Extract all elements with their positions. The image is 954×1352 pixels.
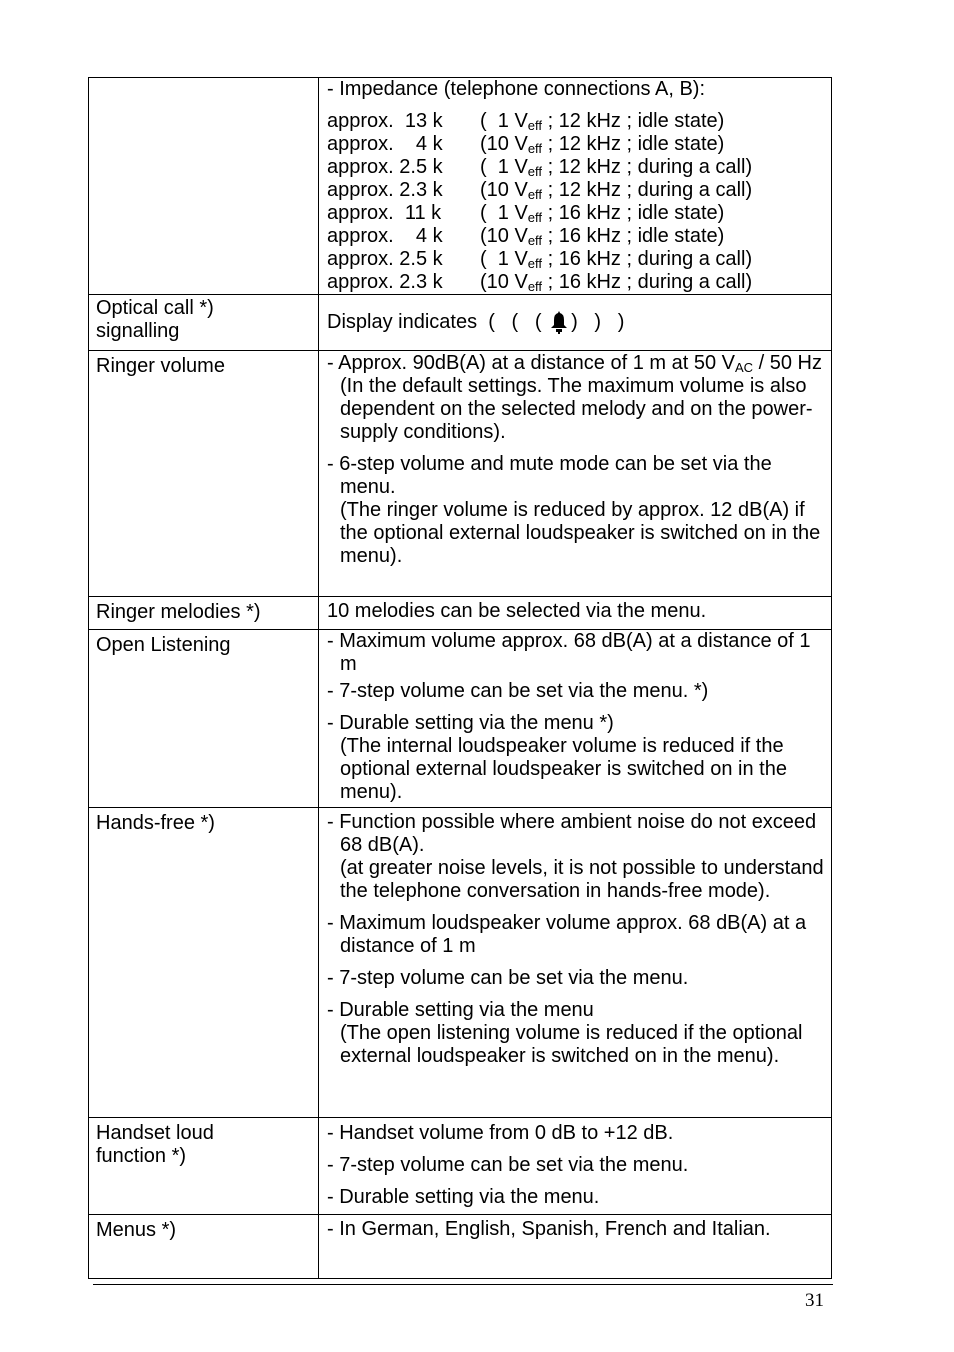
spec-table [88, 77, 832, 1279]
open-listening-value-cell [319, 630, 832, 808]
impedance-line: approx. 2.5 k ( 1 $V_{eff}$ ; 12 kHz ; during a call) [327, 156, 753, 179]
close-parens: ) ) ) [571, 310, 625, 333]
impedance-list [327, 110, 825, 294]
ringer-volume-note-2: (The ringer volume is reduced by approx. 12 dB(A) if the optional external loudspeaker is switched on in the menu). [340, 499, 821, 567]
handset-loud-value-cell [319, 1118, 832, 1215]
hands-free-bullet-3: - 7-step volume can be set via the menu. [327, 967, 689, 989]
menus-row [89, 1215, 832, 1279]
open-listening-bullet-1: - Maximum volume approx. 68 dB(A) at a distance of 1 m [327, 630, 811, 675]
optical-call-text: Display indicates [327, 310, 478, 333]
impedance-line: approx. 4 k (10 $V_{eff}$ ; 16 kHz ; idle state) [327, 225, 725, 248]
optical-call-label-cell [89, 295, 319, 351]
optical-call-value-cell [319, 295, 832, 351]
handset-loud-bullet-2: - 7-step volume can be set via the menu. [327, 1154, 689, 1176]
hands-free-bullet-2: - Maximum loudspeaker volume approx. 68 dB(A) at a distance of 1 m [327, 912, 807, 957]
impedance-line: approx. 4 k (10 $V_{eff}$ ; 12 kHz ; idle state) [327, 133, 725, 156]
open-listening-note-3: (The internal loudspeaker volume is reduced if the optional external loudspeaker is switched on in the menu). [340, 735, 787, 803]
impedance-line: approx. 2.3 k (10 $V_{eff}$ ; 12 kHz ; during a call) [327, 179, 753, 202]
impedance-line: approx. 11 k ( 1 $V_{eff}$ ; 16 kHz ; idle state) [327, 202, 725, 225]
hands-free-bullet-4: - Durable setting via the menu [327, 999, 594, 1021]
page-number: 31 [805, 1290, 824, 1311]
open-listening-bullet-2: - 7-step volume can be set via the menu. *) [327, 680, 709, 702]
optical-call-label-cont: signalling [96, 320, 180, 342]
handset-loud-bullet-1: - Handset volume from 0 dB to +12 dB. [327, 1122, 674, 1144]
footer-rule [93, 1284, 833, 1285]
hands-free-note-1: (at greater noise levels, it is not possible to understand the telephone conversation in hands-free mode). [340, 857, 824, 902]
hands-free-row [89, 808, 832, 1118]
bell-icon [549, 310, 569, 334]
impedance-value-cell [319, 78, 832, 295]
open-listening-row [89, 630, 832, 808]
ringer-volume-bullet-1: - Approx. 90dB(A) at a distance of 1 m at 50 $V_{AC} / 50$ Hz [327, 352, 822, 375]
impedance-heading: - Impedance (telephone connections A, B): [327, 78, 706, 100]
ringer-melodies-label: Ringer melodies *) [89, 597, 319, 630]
menus-label: Menus *) [89, 1215, 319, 1279]
open-listening-bullet-3: - Durable setting via the menu *) [327, 712, 614, 734]
ringer-volume-value-cell [319, 351, 832, 597]
optical-call-row [89, 295, 832, 351]
ringer-volume-bullet-2: - 6-step volume and mute mode can be set via the menu. [327, 453, 772, 498]
ringer-volume-note-1: (In the default settings. The maximum volume is also dependent on the selected melody and on the power-supply conditions). [340, 375, 813, 443]
open-listening-label: Open Listening [89, 630, 319, 808]
handset-loud-row [89, 1118, 832, 1215]
hands-free-note-4: (The open listening volume is reduced if the optional external loudspeaker is switched on in the menu). [340, 1022, 803, 1067]
hands-free-value-cell [319, 808, 832, 1118]
impedance-line: approx. 13 k ( 1 $V_{eff}$ ; 12 kHz ; idle state) [327, 110, 725, 133]
handset-loud-label-cont: function *) [96, 1145, 187, 1167]
ringer-volume-label: Ringer volume [89, 351, 319, 597]
hands-free-label: Hands-free *) [89, 808, 319, 1118]
impedance-label-cell [89, 78, 319, 295]
optical-call-label: Optical call *) [96, 297, 214, 319]
hands-free-bullet-1: - Function possible where ambient noise do not exceed 68 dB(A). [327, 811, 817, 856]
impedance-line: approx. 2.5 k ( 1 $V_{eff}$ ; 16 kHz ; during a call) [327, 248, 753, 271]
impedance-line: approx. 2.3 k (10 $V_{eff}$ ; 16 kHz ; during a call) [327, 271, 753, 294]
ringer-melodies-value: 10 melodies can be selected via the menu. [319, 597, 832, 630]
ringer-melodies-row [89, 597, 832, 630]
handset-loud-label-cell [89, 1118, 319, 1215]
impedance-row [89, 78, 832, 295]
ringer-volume-row [89, 351, 832, 597]
handset-loud-label: Handset loud [96, 1122, 214, 1144]
handset-loud-bullet-3: - Durable setting via the menu. [327, 1186, 600, 1208]
open-parens: ( ( ( [488, 310, 542, 333]
menus-value: - In German, English, Spanish, French and Italian. [319, 1215, 832, 1279]
